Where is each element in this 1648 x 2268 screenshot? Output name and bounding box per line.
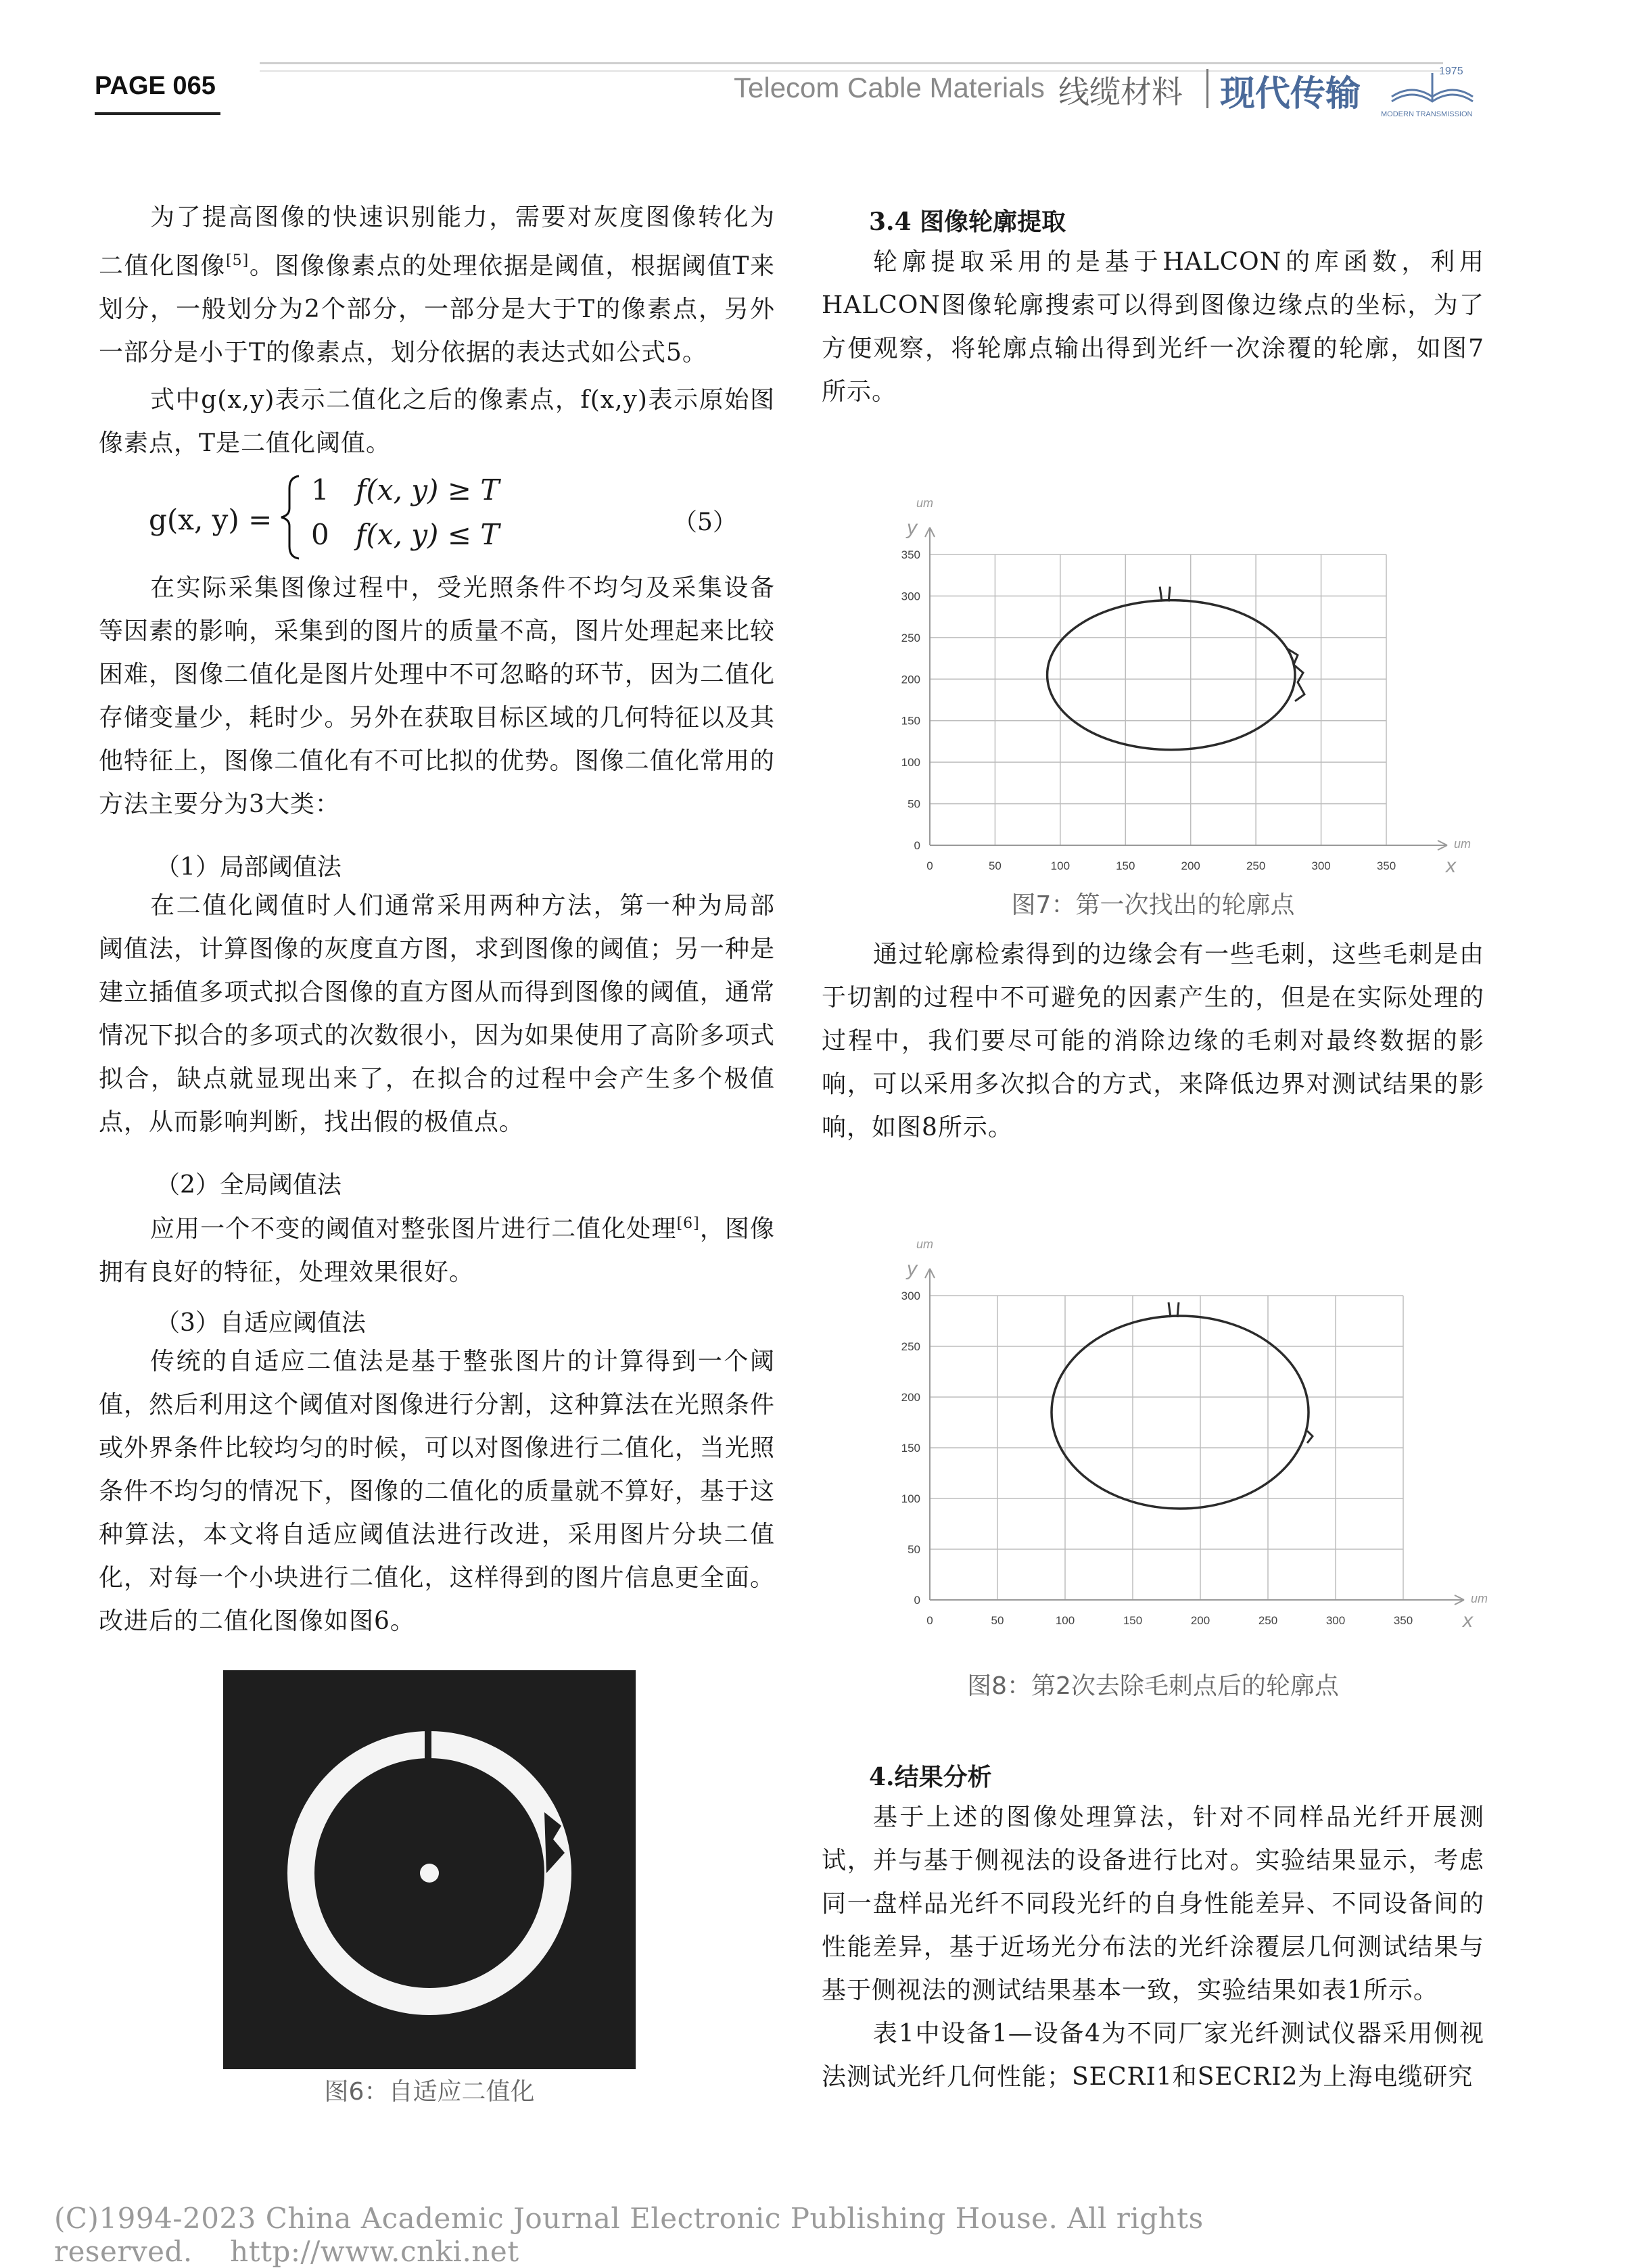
y-tick-label: 200 bbox=[901, 1391, 920, 1404]
contour-burr bbox=[1307, 1431, 1313, 1443]
x-tick-label: 300 bbox=[1325, 1614, 1346, 1627]
y-tick-label: 0 bbox=[914, 1594, 920, 1607]
section-heading: 3.4 图像轮廓提取 bbox=[869, 208, 1066, 236]
x-tick-label: 100 bbox=[1055, 1614, 1075, 1627]
y-tick-label: 350 bbox=[901, 548, 920, 561]
paragraph: 通过轮廓检索得到的边缘会有一些毛刺，这些毛刺是由于切割的过程中不可避免的因素产生的，但是在实际处理的过程中，我们要尽可能的消除边缘的毛刺对最终数据的影响，可以采用多次拟合的方式，来降低边界对测试结果的影响，如图8所示。 bbox=[822, 941, 1484, 1141]
citation: [6] bbox=[676, 1215, 700, 1232]
y-unit-label: um bbox=[916, 1237, 934, 1251]
x-tick-label: 200 bbox=[1181, 859, 1200, 872]
header-separator bbox=[1206, 69, 1208, 108]
figure-7-caption: 图7：第一次找出的轮廓点 bbox=[1011, 891, 1295, 919]
paragraph: 传统的自适应二值法是基于整张图片的计算得到一个阈值，然后利用这个阈值对图像进行分割，这种算法在光照条件或外界条件比较均匀的时候，可以对图像进行二值化，当光照条件不均匀的情况下，图像的二值化的质量就不算好，基于这种算法，本文将自适应阈值法进行改进，采用图片分块二值化，对每一个小块进行二值化，这样得到的图片信息更全面。改进后的二值化图像如图6。 bbox=[99, 1348, 775, 1635]
x-unit-label: um bbox=[1471, 1592, 1488, 1605]
header-rule bbox=[95, 112, 220, 115]
x-tick-label: 350 bbox=[1393, 1614, 1413, 1627]
x-axis-label: x bbox=[1446, 855, 1456, 877]
brand-name: 现代传输 bbox=[1220, 74, 1361, 114]
y-tick-label: 250 bbox=[901, 1340, 920, 1353]
y-tick-label: 300 bbox=[901, 590, 920, 603]
y-tick-label: 300 bbox=[901, 1290, 920, 1302]
y-tick-label: 50 bbox=[908, 1543, 920, 1556]
formula-brace bbox=[277, 473, 304, 561]
paragraph: 轮廓提取采用的是基于HALCON的库函数，利用HALCON图像轮廓搜索可以得到图像边缘点的坐标，为了方便观察，将轮廓点输出得到光纤一次涂覆的轮廓，如图7所示。 bbox=[822, 248, 1484, 406]
section-heading: 4.结果分析 bbox=[869, 1763, 992, 1791]
y-axis-label: y bbox=[907, 1258, 917, 1280]
x-tick-label: 250 bbox=[1258, 1614, 1278, 1627]
x-tick-label: 350 bbox=[1376, 859, 1396, 872]
equation-number: （5） bbox=[673, 509, 737, 536]
contour-line bbox=[1047, 600, 1295, 750]
citation: [5] bbox=[226, 252, 250, 269]
copyright-footer: (C)1994-2023 China Academic Journal Electronic Publishing House. All rights reserved. http://www.cnki.net bbox=[54, 2202, 1204, 2268]
x-tick-label: 0 bbox=[926, 1614, 933, 1627]
y-tick-label: 100 bbox=[901, 1492, 920, 1505]
logo-text: MODERN TRANSMISSION bbox=[1381, 110, 1473, 118]
journal-name-cn: 线缆材料 bbox=[1058, 74, 1183, 110]
page-number: PAGE 065 bbox=[95, 72, 216, 100]
x-tick-label: 100 bbox=[1050, 859, 1070, 872]
y-tick-label: 100 bbox=[901, 756, 920, 770]
subheading: （2）全局阈值法 bbox=[156, 1171, 342, 1199]
x-tick-label: 300 bbox=[1311, 859, 1331, 872]
x-tick-label: 50 bbox=[991, 1614, 1004, 1627]
header-rule bbox=[260, 62, 1443, 64]
figure-8-chart bbox=[822, 1170, 1488, 1657]
x-tick-label: 150 bbox=[1116, 859, 1135, 872]
y-tick-label: 150 bbox=[901, 1442, 920, 1455]
x-tick-label: 50 bbox=[988, 859, 1002, 872]
y-tick-label: 250 bbox=[901, 631, 920, 644]
figure-6-image bbox=[223, 1670, 636, 2069]
paragraph: 在实际采集图像过程中，受光照条件不均匀及采集设备等因素的影响，采集到的图片的质量不高，图片处理起来比较困难，图像二值化是图片处理中不可忽略的环节，因为二值化存储变量少，耗时少。另外在获取目标区域的几何特征以及其他特征上，图像二值化有不可比拟的优势。图像二值化常用的方法主要分为3大类： bbox=[99, 574, 775, 818]
paragraph: 为了提高图像的快速识别能力，需要对灰度图像转化为二值化图像[5]。图像像素点的处理依据是阈值，根据阈值T来划分，一般划分为2个部分，一部分是大于T的像素点，另外一部分是小于T的像素点，划分依据的表达式如公式5。 bbox=[99, 204, 775, 367]
x-tick-label: 150 bbox=[1123, 1614, 1143, 1627]
x-axis-label: x bbox=[1463, 1609, 1473, 1632]
subheading: （1）局部阈值法 bbox=[156, 853, 342, 881]
contour-line bbox=[1052, 1316, 1309, 1509]
logo-year: 1975 bbox=[1439, 66, 1463, 77]
figure-8-caption: 图8：第2次去除毛刺点后的轮廓点 bbox=[967, 1672, 1339, 1700]
paragraph: 基于上述的图像处理算法，针对不同样品光纤开展测试，并与基于侧视法的设备进行比对。实验结果显示，考虑同一盘样品光纤不同段光纤的自身性能差异、不同设备间的性能差异，基于近场光分布法的光纤涂覆层几何测试结果与基于侧视法的测试结果基本一致，实验结果如表1所示。 bbox=[822, 1803, 1484, 2004]
paragraph: 式中g(x,y)表示二值化之后的像素点，f(x,y)表示原始图像素点，T是二值化阈值。 bbox=[99, 386, 775, 457]
paragraph: 表1中设备1—设备4为不同厂家光纤测试仪器采用侧视法测试光纤几何性能；SECRI1和SECRI2为上海电缆研究 bbox=[822, 2020, 1484, 2091]
subheading: （3）自适应阈值法 bbox=[156, 1309, 366, 1337]
journal-name-en: Telecom Cable Materials bbox=[734, 72, 1045, 103]
y-tick-label: 200 bbox=[901, 673, 920, 686]
paragraph: 应用一个不变的阈值对整张图片进行二值化处理[6]，图像拥有良好的特征，处理效果很好。 bbox=[99, 1215, 775, 1286]
paragraph: 在二值化阈值时人们通常采用两种方法，第一种为局部阈值法，计算图像的灰度直方图，求到图像的阈值；另一种是建立插值多项式拟合图像的直方图从而得到图像的阈值，通常情况下拟合的多项式的次数很小，因为如果使用了高阶多项式拟合，缺点就显现出来了，在拟合的过程中会产生多个极值点，从而影响判断，找出假的极值点。 bbox=[99, 892, 775, 1136]
x-tick-label: 0 bbox=[926, 859, 933, 872]
y-unit-label: um bbox=[916, 496, 934, 510]
figure-7-chart bbox=[822, 385, 1484, 886]
y-tick-label: 0 bbox=[914, 839, 920, 852]
y-tick-label: 150 bbox=[901, 714, 920, 728]
x-tick-label: 200 bbox=[1190, 1614, 1210, 1627]
y-axis-label: y bbox=[907, 517, 917, 539]
figure-6-caption: 图6：自适应二值化 bbox=[324, 2078, 535, 2106]
formula-lhs: g(x, y) = bbox=[149, 503, 273, 536]
y-tick-label: 50 bbox=[908, 797, 920, 811]
x-unit-label: um bbox=[1454, 837, 1472, 851]
journal-logo bbox=[1378, 60, 1486, 120]
x-tick-label: 250 bbox=[1246, 859, 1266, 872]
